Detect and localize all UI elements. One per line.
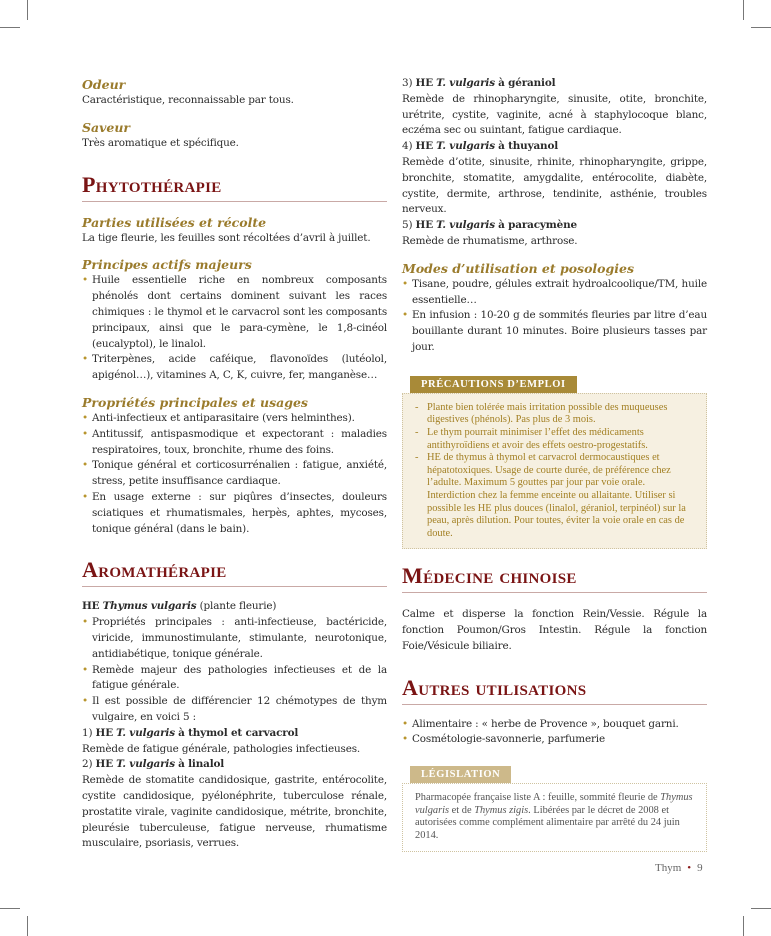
he-prefix: HE [95, 758, 113, 771]
species-name: T. vulgaris [116, 758, 175, 771]
list-item: • En infusion : 10-20 g de sommités fleuries par litre d’eau bouillante durant 10 minutes. Boire plusieurs tasses par jour. [402, 308, 707, 355]
precautions-tag: PRÉCAUTIONS D’EMPLOI [410, 376, 577, 393]
legislation-text [402, 783, 707, 851]
saveur-heading: Saveur [82, 119, 131, 135]
list-item: • Tonique général et corticosurrénalien : fatigue, anxiété, stress, petite insuffisance cardiaque. [82, 458, 387, 490]
crop-mark [743, 916, 744, 936]
list-item: • Cosmétologie-savonnerie, parfumerie [402, 732, 707, 748]
he-prefix: HE [82, 600, 100, 613]
crop-mark [27, 0, 28, 20]
he-prefix: HE [95, 726, 113, 739]
he-prefix: HE [415, 140, 433, 153]
chemotype-3-text: Remède de rhinopharyngite, sinusite, otite, bronchite, urétrite, cystite, vaginite, acné à staphylocoque blanc, eczéma sec ou suintant, fatigue cardiaque. [402, 92, 707, 137]
crop-mark [0, 27, 20, 28]
chemotype-2-title [82, 757, 387, 773]
chemotype-name: à thuyanol [498, 140, 559, 153]
principes-heading: Principes actifs majeurs [82, 257, 252, 273]
chemotype-2-text: Remède de stomatite candidosique, gastrite, entérocolite, cystite candidosique, pyélonéphrite, tuberculose rénale, prostatite virale, vaginite candidosique, métrite, bronchite, pleurésie tuberculeuse, fatigue nerveuse, rhumatisme musculaire, psoriasis, verrues. [82, 774, 387, 850]
modes-heading: Modes d’utilisation et posologies [402, 260, 634, 276]
precautions-box [402, 372, 707, 550]
crop-mark [751, 908, 771, 909]
he-suffix: (plante fleurie) [199, 600, 277, 613]
chemotype-1-text: Remède de fatigue générale, pathologies infectieuses. [82, 742, 361, 755]
legislation-box [402, 762, 707, 851]
he-prefix: HE [415, 77, 433, 89]
chemotype-5-text: Remède de rhumatisme, arthrose. [402, 234, 578, 247]
proprietes-heading: Propriétés principales et usages [82, 394, 308, 410]
list-item: • Huile essentielle riche en nombreux composants phénolés dont certains dominent suivant les races chimiques : le thymol et le carvacrol sont les composants principaux, ainsi que le para-cymène, le 1,8-cinéol (eucalyptol), le linalol. [82, 273, 387, 352]
list-item: • Il est possible de différencier 12 chémotypes de thym vulgaire, en voici 5 : [82, 694, 387, 726]
saveur-text: Très aromatique et spécifique. [82, 136, 239, 149]
page-footer [655, 862, 703, 874]
legislation-text-part: Pharmacopée française liste A : feuille, sommité fleurie de [415, 792, 658, 804]
species-name: Thymus zigis [474, 804, 529, 816]
medecine-chinoise-heading: Médecine chinoise [402, 563, 707, 593]
aroma-list [82, 615, 387, 726]
proprietes-list [82, 411, 387, 537]
page-number: 9 [697, 862, 703, 874]
chemotype-name: à paracymène [498, 219, 577, 232]
chemotype-name: à géraniol [498, 77, 556, 89]
chemotype-name: à thymol et carvacrol [178, 726, 299, 739]
list-item: • Tisane, poudre, gélules extrait hydroalcoolique/TM, huile essentielle… [402, 277, 707, 309]
chemotype-number: 1) [82, 726, 93, 739]
odeur-text: Caractéristique, reconnaissable par tous. [82, 94, 294, 106]
left-column [82, 76, 387, 852]
species-name: T. vulgaris [116, 726, 175, 739]
precaution-item: - HE de thymus à thymol et carvacrol dermocaustiques et hépatotoxiques. Usage de courte durée, de préférence chez l’adulte. Maximum 5 gouttes par jour par voie orale. Interdiction chez la femme enceinte ou allaitante. Utiliser si possible les HE plus douces (linalol, géraniol, terpinéol) sur la peau, après dilution. Pour toutes, éviter la voie orale en cas de doute. [415, 452, 694, 540]
principes-list [82, 273, 387, 384]
legislation-text-part: . Libérées par le décret de 2008 et autorisées comme complément alimentaire par arrêté du 24 juin 2014. [415, 804, 680, 842]
autres-list [402, 717, 707, 749]
list-item: • En usage externe : sur piqûres d’insectes, douleurs sciatiques et rhumatismales, herpès, aphtes, mycoses, tonique général (dans le bain). [82, 490, 387, 537]
species-name: Thymus vulgaris [102, 600, 197, 613]
chemotype-number: 3) [402, 77, 413, 89]
crop-mark [27, 916, 28, 936]
list-item: • Propriétés principales : anti-infectieuse, bactéricide, viricide, immunostimulante, stimulante, neurotonique, antidiabétique, tonique générale. [82, 615, 387, 662]
chemotype-4-text: Remède d’otite, sinusite, rhinite, rhinopharyngite, grippe, bronchite, stomatite, amygdalite, entérocolite, diabète, cystite, dermite, arthrose, tendinite, asthénie, troubles nerveux. [402, 155, 707, 216]
chemotype-name: à linalol [178, 758, 225, 771]
crop-mark [0, 908, 20, 909]
he-title [82, 599, 387, 615]
autres-utilisations-heading: Autres utilisations [402, 675, 707, 705]
chemotype-number: 4) [402, 140, 413, 153]
chemotype-number: 5) [402, 219, 413, 232]
chemotype-1-title [82, 726, 387, 742]
chemotype-4-title [402, 139, 707, 155]
list-item: • Alimentaire : « herbe de Provence », bouquet garni. [402, 717, 707, 733]
list-item: • Antitussif, antispasmodique et expectorant : maladies respiratoires, toux, bronchite, rhume des foins. [82, 427, 387, 459]
modes-list [402, 277, 707, 356]
medecine-chinoise-text: Calme et disperse la fonction Rein/Vessie. Régule la fonction Poumon/Gros Intestin. Régule la fonction Foie/Vésicule biliaire. [402, 608, 707, 652]
list-item: • Anti-infectieux et antiparasitaire (vers helminthes). [82, 411, 387, 427]
species-name: Thymus vulgaris [415, 792, 693, 816]
chemotype-5-title [402, 218, 707, 234]
aromatherapie-heading: Aromathérapie [82, 557, 387, 587]
legislation-tag: LÉGISLATION [410, 766, 511, 783]
precaution-item: - Plante bien tolérée mais irritation possible des muqueuses digestives (phénols). Pas plus de 3 mois. [415, 402, 694, 427]
right-column [402, 76, 707, 852]
list-item: • Remède majeur des pathologies infectieuses et de la fatigue générale. [82, 663, 387, 695]
separator-dot: • [687, 862, 692, 874]
odeur-heading: Odeur [82, 77, 126, 92]
crop-mark [743, 0, 744, 20]
species-name: T. vulgaris [436, 140, 495, 153]
he-prefix: HE [415, 219, 433, 232]
list-item: • Triterpènes, acide caféique, flavonoïdes (lutéolol, apigénol…), vitamines A, C, K, cuivre, fer, manganèse… [82, 352, 387, 384]
legislation-text-part: et de [451, 804, 472, 816]
parties-heading: Parties utilisées et récolte [82, 214, 267, 230]
precaution-item: - Le thym pourrait minimiser l’effet des médicaments antithyroïdiens et avoir des effets oestro-progestatifs. [415, 427, 694, 452]
chemotype-3-title [402, 76, 707, 92]
running-title: Thym [655, 862, 682, 874]
parties-text: La tige fleurie, les feuilles sont récoltées d’avril à juillet. [82, 231, 371, 244]
species-name: T. vulgaris [436, 77, 495, 89]
crop-mark [751, 27, 771, 28]
phytotherapie-heading: Phytothérapie [82, 172, 387, 202]
species-name: T. vulgaris [436, 219, 495, 232]
chemotype-number: 2) [82, 758, 93, 771]
